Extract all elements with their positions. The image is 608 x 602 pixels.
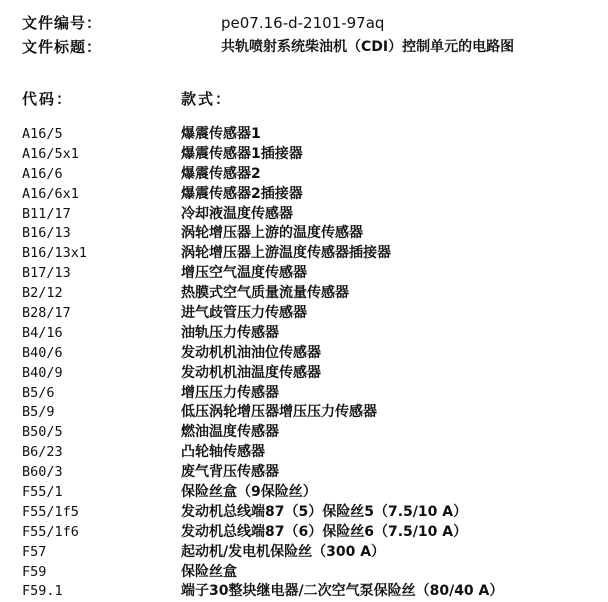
component-description: 端子30整块继电器/二次空气泵保险丝（80/40 A） [181,583,504,600]
list-item [22,423,608,443]
component-code: B40/9 [22,364,63,381]
list-item [22,403,608,423]
component-list [22,125,608,602]
component-code: A16/6 [22,165,63,182]
list-item [22,304,608,324]
list-item [22,463,608,483]
component-code: B50/5 [22,424,63,441]
component-code: F59.1 [22,583,63,600]
component-description: 发动机机油油位传感器 [181,344,321,361]
component-description: 低压涡轮增压器增压压力传感器 [181,404,377,421]
file-title-label: 文件标题： [22,38,103,56]
component-description: 增压空气温度传感器 [181,265,307,282]
component-description: 废气背压传感器 [181,464,279,481]
component-description: 保险丝盒（9保险丝） [181,484,317,501]
list-item [22,284,608,304]
component-description: 起动机/发电机保险丝（300 A） [181,543,386,560]
component-code: A16/6x1 [22,185,79,202]
list-item [22,523,608,543]
list-item [22,244,608,264]
component-code: A16/5 [22,126,63,142]
component-code: B4/16 [22,324,63,341]
component-code: F55/1 [22,484,63,501]
component-code: B2/12 [22,285,63,302]
component-description: 爆震传感器1 [181,126,261,142]
list-item [22,384,608,404]
component-code: F55/1f6 [22,523,79,540]
component-description: 保险丝盒 [181,563,237,580]
list-item [22,224,608,244]
component-description: 燃油温度传感器 [181,424,279,441]
component-code: B5/9 [22,404,55,421]
list-item [22,483,608,503]
component-code: B6/23 [22,444,63,461]
component-description: 发动机总线端87（6）保险丝6（7.5/10 A） [181,523,468,540]
list-item [22,264,608,284]
component-description: 爆震传感器2 [181,165,261,182]
list-item [22,145,608,165]
list-item [22,503,608,523]
component-code: B16/13 [22,225,71,242]
component-code: B17/13 [22,265,71,282]
component-code: B40/6 [22,344,63,361]
list-item [22,205,608,225]
list-item [22,165,608,185]
component-description: 油轨压力传感器 [181,324,279,341]
component-code: F55/1f5 [22,503,79,520]
list-item [22,443,608,463]
component-code: F59 [22,563,47,580]
component-code: B16/13x1 [22,245,88,262]
column-header-model: 款式： [181,90,233,108]
component-code: F57 [22,543,47,560]
component-description: 发动机总线端87（5）保险丝5（7.5/10 A） [181,503,468,520]
list-item [22,563,608,583]
component-description: 涡轮增压器上游的温度传感器 [181,225,363,242]
component-description: 发动机机油温度传感器 [181,364,321,381]
component-code: B11/17 [22,205,71,222]
component-description: 热膜式空气质量流量传感器 [181,285,349,302]
component-code: B60/3 [22,464,63,481]
component-description: 爆震传感器2插接器 [181,185,303,202]
list-item [22,344,608,364]
file-number-value: pe07.16-d-2101-97aq [221,14,385,32]
file-number-label: 文件编号： [22,14,103,32]
file-title-value: 共轨喷射系统柴油机（CDI）控制单元的电路图 [221,39,515,55]
list-item [22,543,608,563]
list-item [22,185,608,205]
component-description: 爆震传感器1插接器 [181,145,303,162]
component-code: B5/6 [22,384,55,401]
column-header-code: 代码： [22,90,74,108]
component-description: 涡轮增压器上游温度传感器插接器 [181,245,391,262]
list-item [22,582,608,602]
list-item [22,324,608,344]
component-description: 增压压力传感器 [181,384,279,401]
component-code: B28/17 [22,305,71,322]
component-code: A16/5x1 [22,145,79,162]
component-description: 冷却液温度传感器 [181,205,293,222]
list-item [22,364,608,384]
component-description: 凸轮轴传感器 [181,444,265,461]
list-item [22,125,608,145]
component-description: 进气歧管压力传感器 [181,305,307,322]
